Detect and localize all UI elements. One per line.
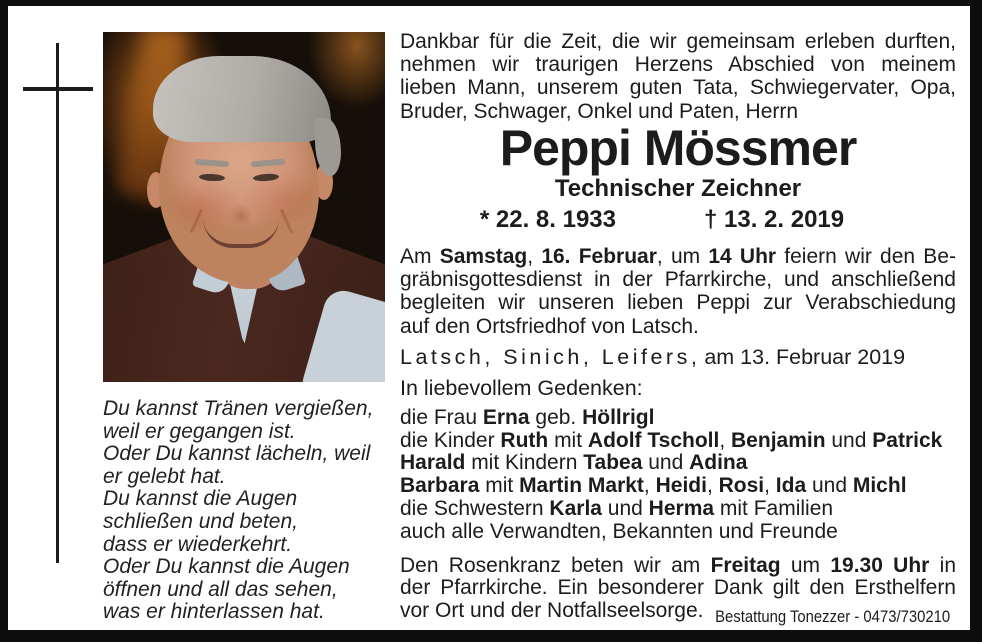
- text-line: weil er gegangen ist.: [103, 419, 296, 443]
- text-line: begleiten wir unseren lieben Peppi zur Verabschiedung: [400, 291, 956, 315]
- text-line: Bruder, Schwager, Onkel und Paten, Herrn: [400, 99, 799, 123]
- deceased-profession: Technischer Zeichner: [554, 175, 802, 202]
- text-line: was er hinterlassen hat.: [103, 600, 325, 624]
- death-date: † 13. 2. 2019: [704, 206, 845, 233]
- text-line: die Schwestern Karla und Herma mit Familien: [400, 496, 834, 520]
- remembrance-heading: In liebevollem Gedenken:: [400, 376, 643, 400]
- text-line: Barbara mit Martin Markt, Heidi, Rosi, Ida und Michl: [400, 474, 907, 498]
- deceased-name: Peppi Mössmer: [499, 120, 857, 176]
- notice-date: am 13. Februar 2019: [704, 345, 906, 369]
- text-line: gräbnisgottesdienst in der Pfarrkirche, und anschließend: [400, 268, 956, 292]
- birth-date: * 22. 8. 1933: [479, 206, 616, 233]
- text-line: der Pfarrkirche. Ein besonderer Dank gilt den Ersthelfern: [400, 576, 956, 600]
- text-line: die Kinder Ruth mit Adolf Tscholl, Benjamin und Patrick: [400, 428, 943, 452]
- obituary-paper: [8, 6, 970, 630]
- text-line: Harald mit Kindern Tabea und Adina: [400, 451, 748, 475]
- text-line: Oder Du kannst lächeln, weil: [103, 442, 371, 466]
- cross-vertical-bar: [56, 43, 59, 563]
- funeral-paragraph: [400, 245, 956, 338]
- place-names: Latsch, Sinich, Leifers,: [400, 345, 701, 369]
- place-date-line: [400, 345, 956, 369]
- text-line: öffnen und all das sehen,: [103, 577, 338, 601]
- memorial-poem: [103, 398, 399, 624]
- text-line: dass er wiederkehrt.: [103, 532, 293, 556]
- undertaker-credit: Bestattung Tonezzer - 0473/730210: [714, 608, 950, 626]
- family-list: [400, 407, 956, 543]
- text-line: er gelebt hat.: [103, 464, 226, 488]
- text-line: Du kannst die Augen: [103, 487, 298, 511]
- cross-icon: [8, 6, 108, 586]
- photo-hair: [153, 56, 331, 142]
- text-line: auf den Ortsfriedhof von Latsch.: [400, 314, 699, 338]
- cross-horizontal-bar: [23, 87, 93, 91]
- text-line: schließen und beten,: [103, 509, 298, 533]
- intro-paragraph: [400, 30, 956, 123]
- text-line: auch alle Verwandten, Bekannten und Freunde: [400, 519, 838, 543]
- text-line: lieben Mann, unserem guten Tata, Schwiegervater, Opa,: [400, 76, 956, 100]
- text-line: Oder Du kannst die Augen: [103, 555, 350, 579]
- text-line: vor Ort und der Notfallseelsorge.: [400, 598, 704, 622]
- text-line: Du kannst Tränen vergießen,: [103, 397, 374, 420]
- text-line: Den Rosenkranz beten wir am Freitag um 19.30 Uhr in: [400, 554, 956, 577]
- life-dates: [384, 207, 940, 233]
- portrait-photo: [103, 32, 385, 382]
- obituary-text-column: [400, 6, 956, 630]
- text-line: nehmen wir traurigen Herzens Abschied von meinem: [400, 53, 956, 77]
- text-line: die Frau Erna geb. Höllrigl: [400, 406, 655, 429]
- text-line: Am Samstag, 16. Februar, um 14 Uhr feiern wir den Be-: [400, 245, 956, 268]
- text-line: Dankbar für die Zeit, die wir gemeinsam erleben durften,: [400, 30, 956, 53]
